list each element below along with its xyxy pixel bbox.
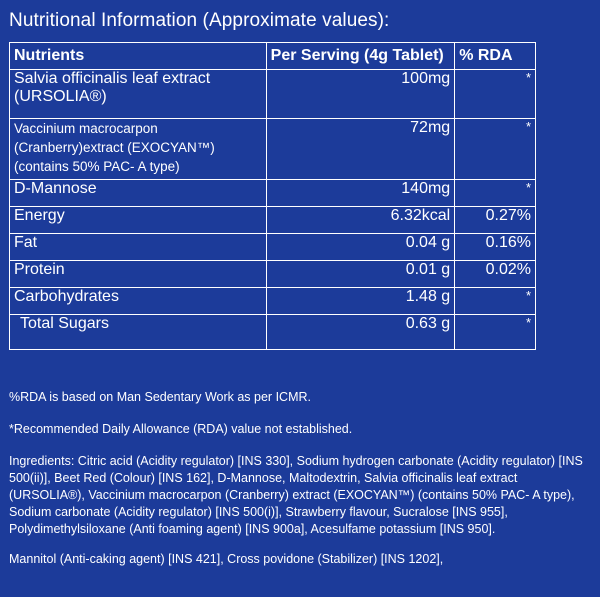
table-row	[10, 70, 536, 119]
nutrient-name: Energy	[10, 207, 267, 234]
serving-value: 1.48 g	[266, 288, 455, 315]
header-per-serving: Per Serving (4g Tablet)	[266, 43, 455, 70]
rda-value: *	[455, 180, 536, 207]
header-rda: % RDA	[455, 43, 536, 70]
rda-not-established-note: *Recommended Daily Allowance (RDA) value not established.	[9, 422, 353, 436]
header-nutrients: Nutrients	[10, 43, 267, 70]
rda-value: 0.27%	[455, 207, 536, 234]
nutrient-name: Vaccinium macrocarpon (Cranberry)extract (EXOCYAN™) (contains 50% PAC- A type)	[10, 119, 267, 180]
serving-value: 0.04 g	[266, 234, 455, 261]
nutrient-name: Salvia officinalis leaf extract (URSOLIA®)	[10, 70, 267, 119]
rda-value: *	[455, 315, 536, 350]
serving-value: 140mg	[266, 180, 455, 207]
table-row	[10, 207, 536, 234]
rda-value: 0.16%	[455, 234, 536, 261]
nutrient-name: Fat	[10, 234, 267, 261]
nutrient-name: D-Mannose	[10, 180, 267, 207]
table-row	[10, 261, 536, 288]
serving-value: 72mg	[266, 119, 455, 180]
serving-value: 0.63 g	[266, 315, 455, 350]
rda-value: *	[455, 288, 536, 315]
nutrient-name: Total Sugars	[10, 315, 267, 350]
serving-value: 100mg	[266, 70, 455, 119]
page-title: Nutritional Information (Approximate values):	[9, 10, 390, 31]
mannitol-text: Mannitol (Anti-caking agent) [INS 421], Cross povidone (Stabilizer) [INS 1202],	[9, 552, 444, 566]
rda-value: *	[455, 70, 536, 119]
rda-basis-note: %RDA is based on Man Sedentary Work as per ICMR.	[9, 390, 311, 404]
table-row	[10, 315, 536, 350]
serving-value: 0.01 g	[266, 261, 455, 288]
serving-value: 6.32kcal	[266, 207, 455, 234]
table-row	[10, 180, 536, 207]
table-row	[10, 288, 536, 315]
rda-value: *	[455, 119, 536, 180]
table-row	[10, 234, 536, 261]
table-header-row	[10, 43, 536, 70]
nutrient-name: Carbohydrates	[10, 288, 267, 315]
ingredients-text: Ingredients: Citric acid (Acidity regulator) [INS 330], Sodium hydrogen carbonate (Acidity regulator) [INS 500(ii)], Beet Red (Colour) [INS 162], D-Mannose, Maltodextrin, Salvia officinalis leaf extract (URSOLIA®), Vaccinium macrocarpon (Cranberry) extract (EXOCYAN™) (contains 50% PAC- A type), Sodium carbonate (Acidity regulator) [INS 500(i)], Strawberry flavour, Sucralose [INS 955], Polydimethylsiloxane (Anti foaming agent) [INS 900a], Acesulfame potassium [INS 950].	[9, 454, 583, 536]
nutrition-table	[9, 42, 536, 350]
table-row	[10, 119, 536, 180]
nutrient-name: Protein	[10, 261, 267, 288]
rda-value: 0.02%	[455, 261, 536, 288]
